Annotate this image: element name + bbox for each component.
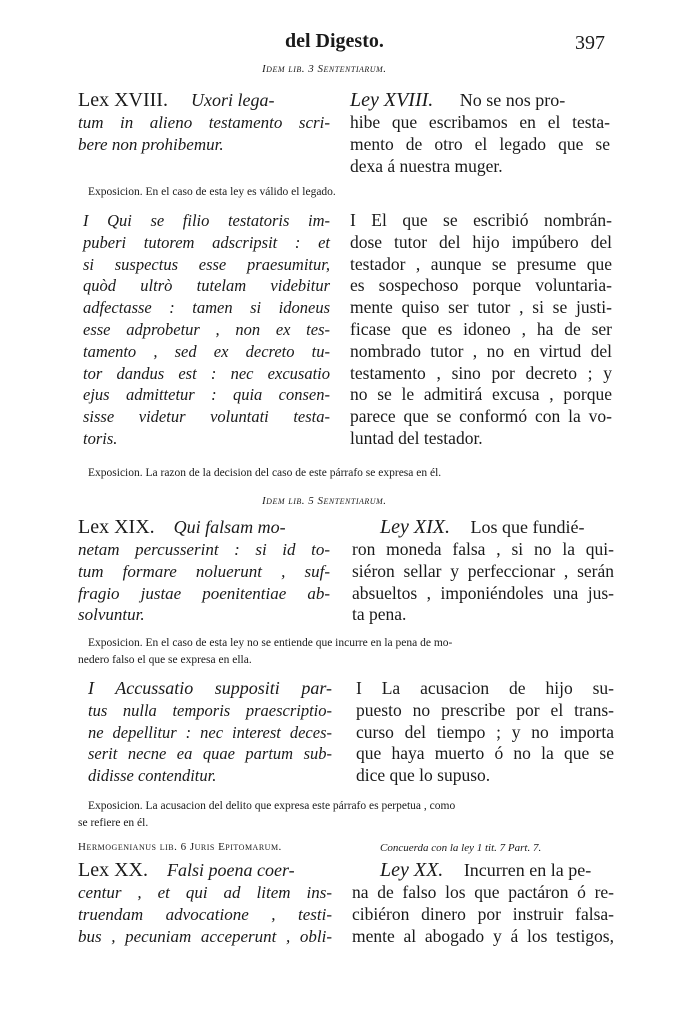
latin-column bbox=[88, 678, 332, 787]
law-text-spanish-line: parece que se conformó con la vo- bbox=[350, 406, 612, 427]
concordance-citation: Concuerda con la ley 1 tit. 7 Part. 7. bbox=[380, 842, 542, 854]
law-text-latin-line: didisse contenditur. bbox=[88, 766, 217, 786]
law-text-spanish-line: I La acusacion de hijo su- bbox=[356, 678, 614, 698]
law-text-latin-line: esse adprobetur , non ex tes- bbox=[83, 319, 330, 339]
law-heading-latin: Lex XX. bbox=[78, 859, 148, 881]
spanish-column bbox=[356, 678, 614, 787]
law-text-spanish-line: nombrado tutor , no en virtud del bbox=[350, 340, 612, 361]
law-heading-latin: Lex XVIII. bbox=[78, 89, 168, 111]
law-text-latin-line: I Accussatio suppositi par- bbox=[88, 678, 332, 698]
law-text-spanish-line: No se nos pro- bbox=[459, 90, 566, 110]
law-text-latin-line: centur , et qui ad litem ins- bbox=[78, 883, 332, 902]
spanish-column bbox=[352, 858, 614, 947]
law-text-spanish-line: ta pena. bbox=[352, 604, 407, 625]
page-number: 397 bbox=[575, 32, 605, 54]
law-text-spanish-line: Incurren en la pe- bbox=[463, 860, 592, 880]
law-text-spanish-line: testador , aunque se presume que bbox=[350, 253, 612, 274]
law-text-spanish-line: dexa á nuestra muger. bbox=[350, 155, 503, 176]
law-text-spanish-line: ron moneda falsa , si no la qui- bbox=[352, 539, 614, 559]
spanish-column bbox=[352, 515, 614, 626]
law-text-latin-line: netam percusserint : si id to- bbox=[78, 540, 330, 559]
law-text-spanish-line: hibe que escribamos en el testa- bbox=[350, 112, 610, 132]
law-text-spanish-line: testamento , sino por decreto ; y bbox=[350, 362, 612, 383]
law-text-spanish-line: que haya muerto ó no la que se bbox=[356, 743, 614, 764]
latin-column bbox=[78, 88, 330, 156]
law-heading-spanish: Ley XX. bbox=[380, 859, 444, 881]
law-text-spanish-line: dice que lo supuso. bbox=[356, 765, 491, 786]
law-text-latin-line: solvuntur. bbox=[78, 605, 145, 625]
law-text-spanish-line: dose tutor del hijo impúbero del bbox=[350, 231, 612, 252]
law-heading-latin: Lex XIX. bbox=[78, 516, 155, 538]
law-text-latin-line: adfectasse : tamen si idoneus bbox=[83, 298, 330, 318]
law-text-spanish-line: I El que se escribió nombrán- bbox=[350, 210, 612, 230]
law-text-latin-line: tus nulla temporis praescriptio- bbox=[88, 700, 332, 720]
law-text-latin-line: tamento , sed ex decreto tu- bbox=[83, 341, 330, 361]
law-text-spanish-line: no se le admitirá excusa , porque bbox=[350, 384, 612, 405]
law-text-spanish-line: mento de otro el legado que se bbox=[350, 133, 610, 154]
law-heading-spanish: Ley XVIII. bbox=[350, 89, 434, 111]
exposicion-note: Exposicion. En el caso de esta ley es válido el legado. bbox=[88, 186, 336, 198]
law-text-spanish-line: es sospechoso porque voluntaria- bbox=[350, 275, 612, 296]
law-text-latin-line: Uxori lega- bbox=[190, 90, 275, 110]
law-text-spanish-line: na de falso los que pactáron ó re- bbox=[352, 882, 614, 902]
law-text-spanish-line: luntad del testador. bbox=[350, 427, 483, 448]
law-text-latin-line: serit necne ea quae partum sub- bbox=[88, 744, 332, 764]
law-text-spanish-line: cibiéron dinero por instruir falsa- bbox=[352, 903, 614, 924]
law-text-latin-line: puberi tutorem adscripsit : et bbox=[83, 232, 330, 252]
law-text-spanish-line: puesto no prescribe por el trans- bbox=[356, 699, 614, 720]
law-text-spanish-line: mente al abogado y á los testigos, bbox=[352, 925, 614, 946]
page-header-title: del Digesto. bbox=[285, 30, 384, 52]
latin-column bbox=[78, 858, 332, 947]
law-text-latin-line: ejus admittetur : quia consen- bbox=[83, 385, 330, 405]
source-citation: Idem lib. 5 Sententiarum. bbox=[262, 495, 387, 507]
law-text-latin-line: tum formare noluerunt , suf- bbox=[78, 561, 330, 581]
law-text-spanish-line: curso del tiempo ; y no importa bbox=[356, 721, 614, 742]
exposicion-line: se refiere en él. bbox=[78, 817, 149, 829]
law-text-latin-line: Falsi poena coer- bbox=[166, 860, 295, 880]
law-heading-spanish: Ley XIX. bbox=[380, 516, 450, 538]
law-text-latin-line: quòd ultrò tutelam videbitur bbox=[83, 276, 330, 296]
latin-column bbox=[78, 515, 330, 626]
law-text-latin-line: bere non prohibemur. bbox=[78, 135, 224, 154]
exposicion-note bbox=[78, 798, 608, 832]
law-text-latin-line: truendam advocatione , testi- bbox=[78, 904, 332, 924]
spanish-column bbox=[350, 88, 610, 177]
exposicion-note bbox=[78, 635, 608, 669]
law-text-latin-line: tum in alieno testamento scri- bbox=[78, 113, 330, 132]
law-text-latin-line: fragio justae poenitentiae ab- bbox=[78, 583, 330, 603]
law-text-spanish-line: mente quiso ser tutor , si se justi- bbox=[350, 297, 612, 318]
law-text-latin-line: tor dandus est : nec excusatio bbox=[83, 363, 330, 383]
law-text-latin-line: bus , pecuniam acceperunt , obli- bbox=[78, 926, 332, 946]
law-text-latin-line: sisse videtur voluntati testa- bbox=[83, 407, 330, 427]
law-text-latin-line: Qui falsam mo- bbox=[173, 517, 286, 537]
exposicion-line: Exposicion. La acusacion del delito que expresa este párrafo es perpetua , como bbox=[88, 800, 456, 812]
source-citation: Hermogenianus lib. 6 Juris Epitomarum. bbox=[78, 841, 282, 853]
law-text-spanish-line: siéron sellar y perfeccionar , serán bbox=[352, 560, 614, 581]
law-text-latin-line: ne depellitur : nec interest deces- bbox=[88, 722, 332, 742]
law-text-latin-line: I Qui se filio testatoris im- bbox=[83, 211, 330, 230]
law-text-spanish-line: ficase que es idoneo , ha de ser bbox=[350, 318, 612, 339]
law-text-latin-line: toris. bbox=[83, 428, 118, 448]
latin-column bbox=[83, 210, 330, 450]
law-text-spanish-line: Los que fundié- bbox=[470, 517, 585, 537]
law-text-spanish-line: absueltos , imponiéndoles una jus- bbox=[352, 582, 614, 603]
source-citation: Idem lib. 3 Sententiarum. bbox=[262, 63, 387, 75]
spanish-column bbox=[350, 210, 612, 450]
exposicion-line: nedero falso el que se expresa en ella. bbox=[78, 654, 252, 666]
law-text-latin-line: si suspectus esse praesumitur, bbox=[83, 254, 330, 274]
exposicion-note: Exposicion. La razon de la decision del caso de este párrafo se expresa en él. bbox=[88, 467, 442, 479]
exposicion-line: Exposicion. En el caso de esta ley no se entiende que incurre en la pena de mo- bbox=[88, 637, 453, 649]
